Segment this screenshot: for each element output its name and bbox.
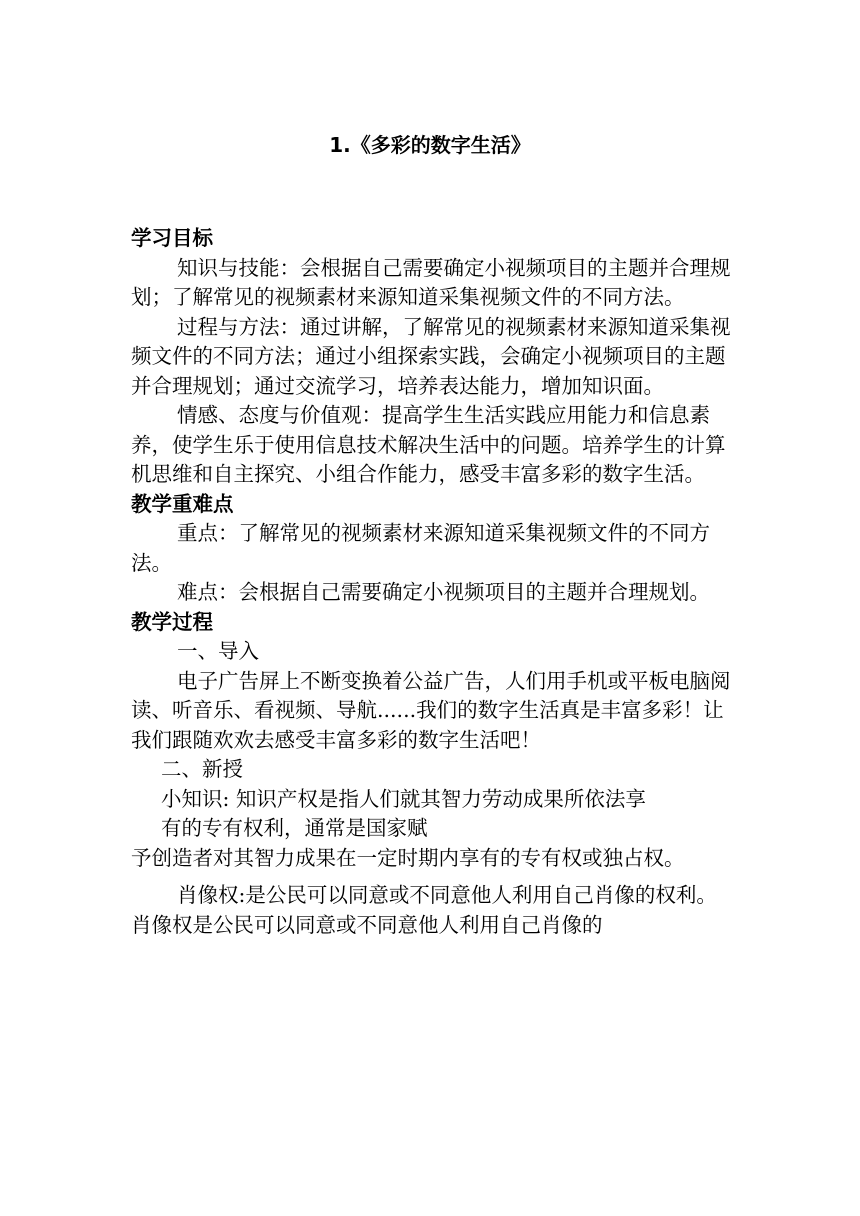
intro-paragraph: 电子广告屏上不断变换着公益广告，人们用手机或平板电脑阅读、听音乐、看视频、导航......我们的数字生活真是丰富多彩！让我们跟随欢欢去感受丰富多彩的数字生活吧！ bbox=[131, 668, 731, 752]
tip-line-2: 有的专有权利，通常是国家赋 bbox=[161, 816, 428, 840]
goals-heading: 学习目标 bbox=[131, 226, 213, 250]
document-body bbox=[131, 224, 731, 940]
intro-heading: 一、导入 bbox=[177, 639, 259, 663]
page-title: 1.《多彩的数字生活》 bbox=[329, 133, 531, 157]
new-lesson-heading: 二、新授 bbox=[161, 757, 243, 781]
key-point-paragraph: 重点：了解常见的视频素材来源知道采集视频文件的不同方法。 bbox=[131, 521, 710, 575]
difficult-point-paragraph: 难点：会根据自己需要确定小视频项目的主题并合理规划。 bbox=[177, 580, 710, 604]
process-heading: 教学过程 bbox=[131, 609, 213, 634]
portrait-right-paragraph: 肖像权:是公民可以同意或不同意他人利用自己肖像的权利。肖像权是公民可以同意或不同意他人利用自己肖像的 bbox=[131, 883, 717, 937]
keypoints-heading: 教学重难点 bbox=[131, 491, 234, 516]
goal-knowledge-paragraph: 知识与技能：会根据自己需要确定小视频项目的主题并合理规划；了解常见的视频素材来源知道采集视频文件的不同方法。 bbox=[131, 255, 731, 309]
tip-line-3: 予创造者对其智力成果在一定时期内享有的专有权或独占权。 bbox=[131, 845, 685, 870]
goal-emotion-paragraph: 情感、态度与价值观：提高学生生活实践应用能力和信息素养，使学生乐于使用信息技术解决生活中的问题。培养学生的计算机思维和自主探究、小组合作能力，感受丰富多彩的数字生活。 bbox=[131, 403, 726, 486]
goal-process-paragraph: 过程与方法：通过讲解，了解常见的视频素材来源知道采集视频文件的不同方法；通过小组探索实践，会确定小视频项目的主题并合理规划；通过交流学习，培养表达能力，增加知识面。 bbox=[131, 314, 731, 398]
tip-line-1: 小知识: 知识产权是指人们就其智力劳动成果所依法享 bbox=[161, 786, 646, 811]
